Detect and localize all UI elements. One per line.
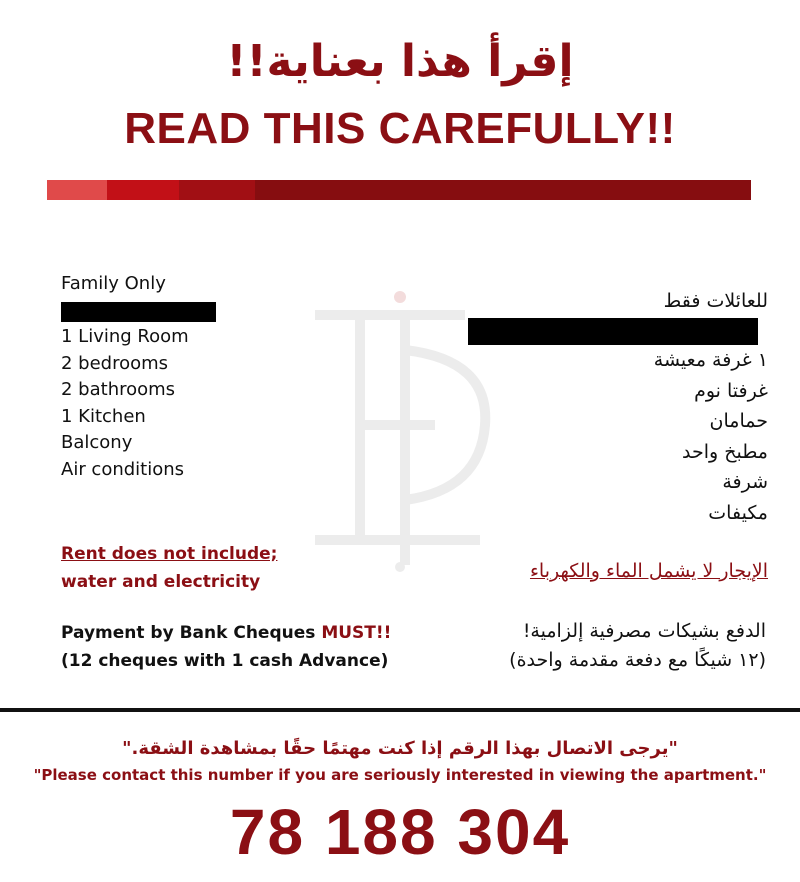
rent-note-ar: الإيجار لا يشمل الماء والكهرباء: [529, 560, 768, 582]
list-item: 1 Kitchen: [61, 405, 146, 427]
contact-note-en: "Please contact this number if you are seriously interested in viewing the apartment.": [33, 766, 767, 784]
divider-bar-1: [47, 180, 107, 200]
list-item: 2 bedrooms: [61, 352, 169, 374]
payment-line-2: (12 cheques with 1 cash Advance): [61, 651, 389, 671]
divider-bar-4: [255, 180, 751, 200]
divider-bar-2: [107, 180, 179, 200]
list-item: 2 bathrooms: [61, 379, 176, 401]
payment-note-en: [61, 619, 391, 675]
list-item: مطبخ واحد: [682, 440, 768, 463]
payment-ar-line-2: (١٢ شيكًا مع دفعة مقدمة واحدة): [509, 649, 766, 671]
contact-note-ar: "يرجى الاتصال بهذا الرقم إذا كنت مهتمًا حقًا بمشاهدة الشقة.": [122, 738, 678, 759]
title-english: READ THIS CAREFULLY!!: [124, 104, 676, 153]
footer-divider: [0, 708, 800, 712]
list-item: 1 Living Room: [61, 326, 189, 347]
payment-line-1: [61, 619, 391, 647]
redacted-block-ar: [468, 318, 758, 345]
phone-number[interactable]: 78 188 304: [229, 796, 571, 868]
family-only-label: Family Only: [61, 273, 166, 294]
rent-line-1: Rent does not include;: [61, 544, 278, 564]
list-item: شرفة: [722, 471, 768, 493]
payment-note-ar: [509, 617, 766, 675]
list-item: حمامان: [709, 410, 768, 432]
family-only-label-ar: للعائلات فقط: [663, 290, 768, 312]
title-arabic: إقرأ هذا بعناية!!: [226, 36, 574, 87]
redacted-block-en: [61, 302, 216, 322]
payment-ar-line-1: الدفع بشيكات مصرفية إلزامية!: [522, 620, 766, 642]
details-list-en: [61, 324, 189, 484]
divider-bar-3: [179, 180, 255, 200]
rent-line-2: water and electricity: [61, 572, 261, 592]
list-item: Air conditions: [61, 458, 185, 480]
details-list-ar: [654, 345, 768, 528]
list-item: ١ غرفة معيشة: [653, 349, 768, 371]
payment-text: Payment by Bank Cheques: [61, 623, 316, 643]
list-item: غرفتا نوم: [694, 379, 768, 402]
list-item: Balcony: [61, 432, 133, 454]
list-item: مكيفات: [708, 501, 768, 524]
rent-note-en: [61, 540, 277, 596]
payment-must: MUST!!: [321, 623, 392, 643]
